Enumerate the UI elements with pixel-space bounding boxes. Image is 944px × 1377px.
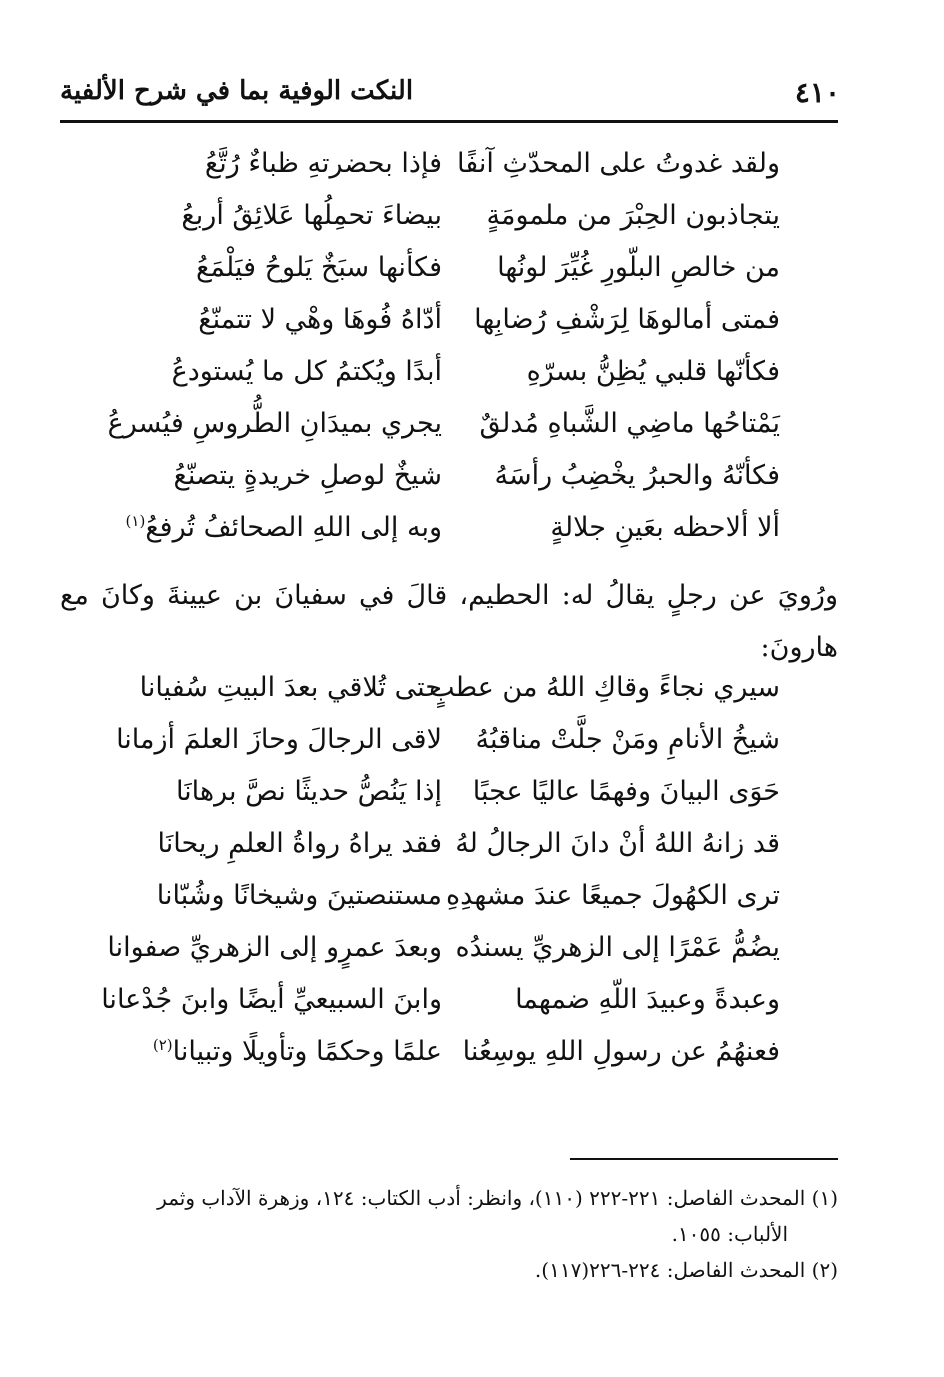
second-hemistich-text: لاقى الرجالَ وحازَ العلمَ أزمانا <box>116 724 442 755</box>
second-hemistich-text: وبه إلى اللهِ الصحائفُ تُرفعُ <box>145 512 442 543</box>
footnote-reference[interactable]: (١) <box>125 512 146 530</box>
verse-line <box>100 148 780 200</box>
first-hemistich: ألا ألاحظه بعَينِ جلالةٍ <box>550 512 780 543</box>
second-hemistich-text: وابنَ السبيعيِّ أيضًا وابنَ جُدْعانا <box>101 984 442 1015</box>
footnote-reference[interactable]: (٢) <box>152 1036 173 1054</box>
second-hemistich <box>100 984 442 1015</box>
verse-line <box>100 200 780 252</box>
second-hemistich <box>100 724 442 755</box>
second-hemistich-text: أدّاهُ فُوهَا وهْي لا تتمنّعُ <box>198 304 442 335</box>
verse-line <box>100 984 780 1036</box>
footnote-1 <box>60 1180 838 1252</box>
first-hemistich: يَمْتاحُها ماضِي الشَّباهِ مُدلقٌ <box>479 408 780 439</box>
verse-line <box>100 828 780 880</box>
first-hemistich: ترى الكهُولَ جميعًا عندَ مشهدِهِ <box>446 880 780 911</box>
verse-line <box>100 932 780 984</box>
footnote-1-line1: (١) المحدث الفاصل: ٢٢١-٢٢٢ (١١٠)، وانظر: أدب الكتاب: ١٢٤، وزهرة الآداب وثمر <box>157 1186 838 1210</box>
first-hemistich: من خالصِ البلّورِ غُيِّرَ لونُها <box>497 252 780 283</box>
first-hemistich: حَوَى البيانَ وفهمًا عاليًا عجبًا <box>472 776 780 807</box>
first-hemistich: وعبدةً وعبيدَ اللّهِ ضمهما <box>515 984 780 1015</box>
second-hemistich-text: يجري بميدَانِ الطُّروسِ فيُسرعُ <box>107 408 442 439</box>
first-hemistich: يتجاذبون الحِبْرَ من ملمومَةٍ <box>486 200 780 231</box>
second-hemistich-text: فكأنها سبَخٌ يَلوحُ فيَلْمَعُ <box>196 252 442 283</box>
footnote-rule <box>570 1158 838 1160</box>
first-hemistich: فمتى أمالوهَا لِرَشْفِ رُضابِها <box>474 304 780 335</box>
poem-block-1 <box>100 148 780 564</box>
page-header <box>60 70 840 118</box>
verse-line <box>100 724 780 776</box>
first-hemistich: شيخُ الأنامِ ومَنْ جلَّتْ مناقبُهُ <box>475 724 780 755</box>
footnote-1-line2: الألباب: ١٠٥٥. <box>671 1222 788 1246</box>
first-hemistich: سيري نجاءً وقاكِ اللهُ من عطبٍ <box>429 672 780 703</box>
first-hemistich: فعنهُمُ عن رسولِ اللهِ يوسِعُنا <box>462 1036 780 1067</box>
poem-block-2 <box>100 672 780 1088</box>
first-hemistich: فكأنّهُ والحبرُ يخْضِبُ رأسَهُ <box>494 460 780 491</box>
second-hemistich-text: مستنصتينَ وشيخانًا وشُبّانا <box>156 880 442 911</box>
verse-line <box>100 672 780 724</box>
second-hemistich-text: فإذا بحضرتهِ ظباءٌ رُتَّعُ <box>204 148 442 179</box>
second-hemistich <box>100 880 442 911</box>
second-hemistich <box>100 200 442 231</box>
second-hemistich-text: حتى تُلاقي بعدَ البيتِ سُفيانا <box>139 672 442 703</box>
second-hemistich <box>100 1036 442 1067</box>
footnotes <box>60 1180 838 1288</box>
verse-line <box>100 304 780 356</box>
second-hemistich-text: بيضاءَ تحمِلُها عَلائِقُ أربعُ <box>181 200 442 231</box>
second-hemistich-text: علمًا وحكمًا وتأويلًا وتبيانا <box>172 1036 442 1067</box>
second-hemistich <box>100 356 442 387</box>
second-hemistich <box>100 460 442 491</box>
verse-line <box>100 408 780 460</box>
second-hemistich <box>100 828 442 859</box>
first-hemistich: ولقد غدوتُ على المحدّثِ آنفًا <box>457 148 780 179</box>
verse-line <box>100 776 780 828</box>
second-hemistich <box>100 512 442 543</box>
header-rule <box>60 120 838 123</box>
second-hemistich-text: شيخٌ لوصلِ خريدةٍ يتصنّعُ <box>173 460 442 491</box>
verse-line <box>100 880 780 932</box>
second-hemistich <box>100 672 442 703</box>
verse-line <box>100 512 780 564</box>
verse-line <box>100 1036 780 1088</box>
footnote-2-line1: (٢) المحدث الفاصل: ٢٢٤-٢٢٦(١١٧). <box>534 1258 838 1282</box>
second-hemistich <box>100 304 442 335</box>
second-hemistich-text: إذا يَنُصُّ حديثًا نصَّ برهانَا <box>175 776 442 807</box>
second-hemistich-text: أبدًا ويُكتمُ كل ما يُستودعُ <box>171 356 442 387</box>
first-hemistich: يضُمُّ عَمْرًا إلى الزهريِّ يسندُه <box>455 932 780 963</box>
second-hemistich <box>100 932 442 963</box>
second-hemistich-text: وبعدَ عمرٍو إلى الزهريِّ صفوانا <box>107 932 442 963</box>
verse-line <box>100 460 780 512</box>
verse-line <box>100 252 780 304</box>
footnote-2 <box>60 1252 838 1288</box>
verse-line <box>100 356 780 408</box>
second-hemistich-text: فقد يراهُ رواةُ العلمِ ريحانَا <box>157 828 442 859</box>
second-hemistich <box>100 408 442 439</box>
first-hemistich: قد زانهُ اللهُ أنْ دانَ الرجالُ لهُ <box>455 828 780 859</box>
first-hemistich: فكأنّها قلبي يُظِنُّ بسرّهِ <box>526 356 780 387</box>
second-hemistich <box>100 252 442 283</box>
prose-paragraph: ورُويَ عن رجلٍ يقالُ له: الحطيم، قالَ في سفيانَ بن عيينةَ وكانَ مع هارونَ: <box>60 580 838 663</box>
running-title: النكت الوفية بما في شرح الألفية <box>60 76 414 106</box>
second-hemistich <box>100 148 442 179</box>
page-number: ٤١٠ <box>794 76 840 109</box>
second-hemistich <box>100 776 442 807</box>
